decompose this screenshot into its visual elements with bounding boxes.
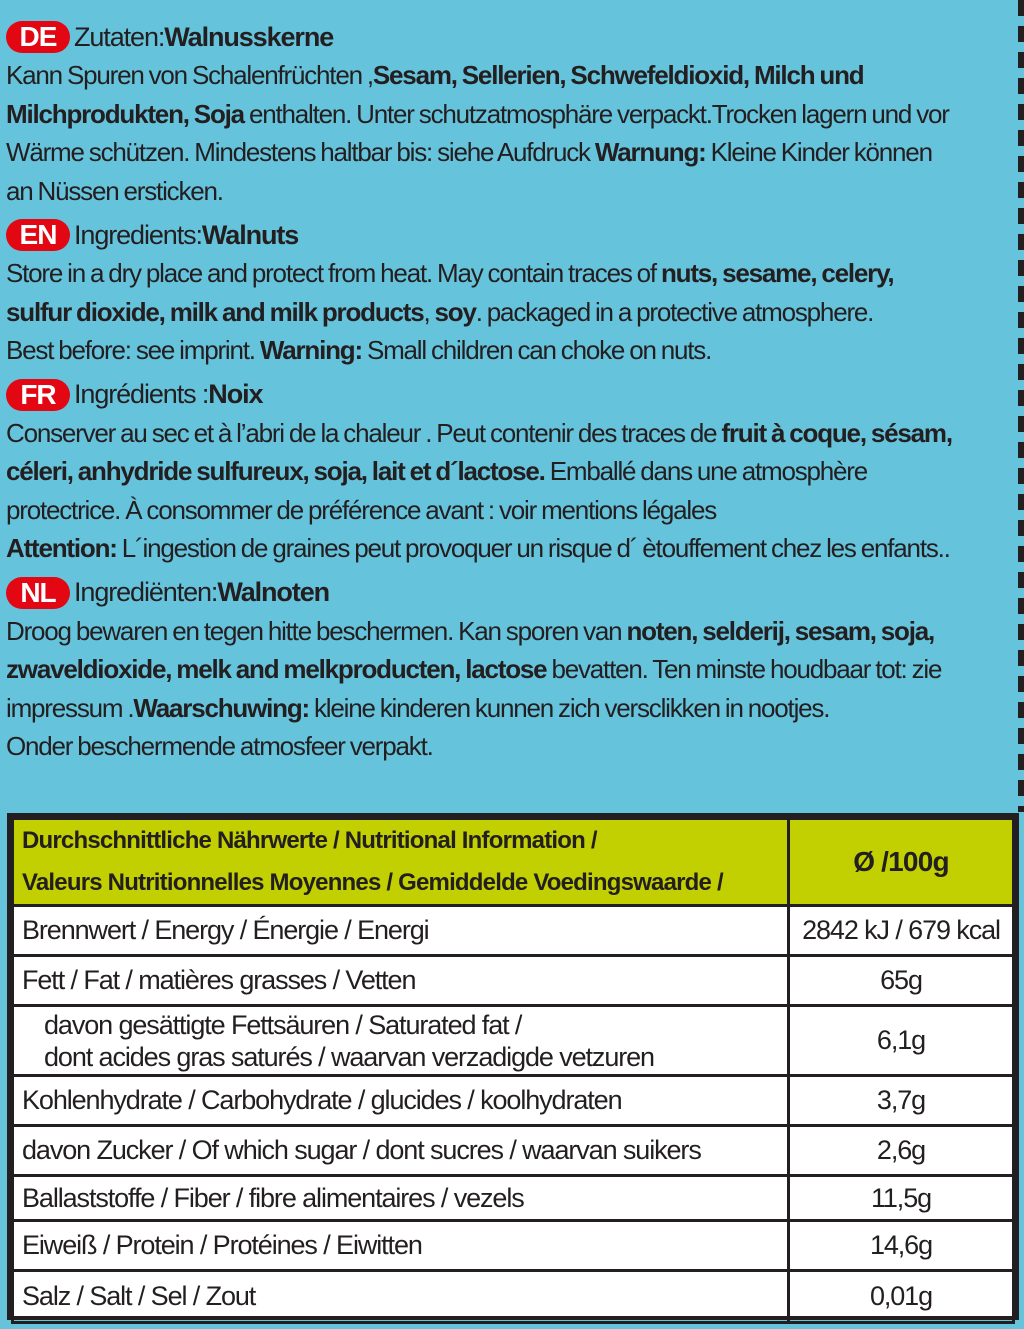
allergen-bold-text: Warning: [259, 335, 362, 365]
allergen-bold-text: Attention: [6, 533, 117, 563]
section-body [6, 414, 1016, 568]
nutrient-label: Ballaststoffe / Fiber / fibre alimentaires / vezels [13, 1176, 789, 1221]
text-line [6, 56, 1016, 95]
text-run: Droog bewaren en tegen hitte beschermen. Kan sporen van [6, 615, 627, 646]
text-run: L´ingestion de graines peut provoquer un risque d´ ètouffement chez les enfants.. [116, 533, 950, 563]
language-badge-fr: FR [6, 379, 70, 411]
text-run: Kann Spuren von Schalenfrüchten , [6, 60, 373, 90]
text-line [6, 529, 1016, 568]
text-line [6, 414, 1016, 453]
nutrient-label: Brennwert / Energy / Énergie / Energi [13, 906, 789, 956]
allergen-bold-text: soy [434, 296, 476, 327]
allergen-bold-text: Warnung: [594, 137, 706, 167]
section-title [6, 376, 1016, 414]
allergen-bold-text: sulfur dioxide, milk and milk products [6, 296, 424, 327]
text-line [6, 133, 1016, 172]
nutrition-row [13, 1271, 1014, 1323]
allergen-bold-text: Sesam, Sellerien, Schwefeldioxid, Milch und [372, 60, 864, 90]
ingredients-label: Ingrédients : [74, 379, 209, 409]
text-run: , [423, 296, 435, 327]
section-nl [6, 574, 1016, 766]
nutrient-value: 3,7g [789, 1076, 1014, 1126]
nutrient-value: 11,5g [789, 1176, 1014, 1221]
section-title [6, 18, 1016, 56]
allergen-bold-text: nuts, sesame, celery, [660, 258, 894, 288]
nutrition-row [13, 1126, 1014, 1176]
header-line-2: Valeurs Nutritionnelles Moyennes / Gemiddelde Voedingswaarde / [22, 869, 723, 896]
nutrition-row [13, 1076, 1014, 1126]
nutrient-value: 2,6g [789, 1126, 1014, 1176]
nutrient-value: 2842 kJ / 679 kcal [789, 906, 1014, 956]
section-en [6, 216, 1016, 370]
ingredients-label: Ingrediënten: [74, 577, 218, 607]
text-line [6, 172, 1016, 211]
nutrition-table [7, 813, 1019, 1320]
nutrient-value: 14,6g [789, 1221, 1014, 1271]
allergen-bold-text: Milchprodukten, Soja [6, 98, 244, 129]
ingredients-label: Ingredients: [74, 219, 202, 250]
text-run: Conserver au sec et à l’abri de la chaleur . Peut contenir des traces de [6, 417, 722, 448]
section-title [6, 216, 1016, 254]
text-run: Emballé dans une atmosphère [544, 456, 868, 486]
nutrient-label: Fett / Fat / matières grasses / Vetten [13, 956, 789, 1006]
text-run: kleine kinderen kunnen zich versclikken in nootjes. [308, 692, 830, 723]
nutrition-header-row [13, 819, 1014, 906]
nutrition-row [13, 1006, 1014, 1076]
text-run: . packaged in a protective atmosphere. [475, 296, 874, 327]
text-line [6, 612, 1016, 651]
product-name: Noix [208, 379, 263, 409]
text-line [6, 293, 1016, 332]
language-badge-de: DE [6, 21, 70, 53]
product-name: Walnusskerne [164, 21, 334, 52]
allergen-bold-text: zwaveldioxide, melk and melkproducten, lactose [6, 654, 547, 684]
nutrient-label: Eiweiß / Protein / Protéines / Eiwitten [13, 1221, 789, 1271]
nutrient-label: davon Zucker / Of which sugar / dont sucres / waarvan suikers [13, 1126, 789, 1176]
language-badge-nl: NL [6, 577, 70, 609]
nutrient-label: davon gesättigte Fettsäuren / Saturated fat / dont acides gras saturés / waarvan verzadigde vetzuren [13, 1006, 789, 1076]
language-badge-en: EN [6, 219, 70, 251]
nutrition-row [13, 1176, 1014, 1221]
section-title [6, 574, 1016, 612]
ingredients-text-area [6, 18, 1016, 772]
text-line [6, 727, 1016, 766]
section-fr [6, 376, 1016, 568]
allergen-bold-text: noten, selderij, sesam, soja, [626, 615, 935, 646]
product-name: Walnoten [217, 577, 330, 607]
nutrient-value: 65g [789, 956, 1014, 1006]
perforation-line [1018, 0, 1024, 812]
text-line [6, 491, 1016, 530]
allergen-bold-text: fruit à coque, sésam, [721, 417, 952, 448]
allergen-bold-text: Waarschuwing: [133, 692, 309, 723]
text-run: Onder beschermende atmosfeer verpakt. [6, 731, 433, 761]
section-body [6, 56, 1016, 210]
nutrition-header-label [13, 819, 789, 906]
text-line [6, 689, 1016, 728]
header-line-1: Durchschnittliche Nährwerte / Nutritional Information / [22, 827, 597, 854]
nutrition-row [13, 1221, 1014, 1271]
nutrient-value: 0,01g [789, 1271, 1014, 1323]
text-run: bevatten. Ten minste houdbaar tot: zie [546, 654, 942, 684]
text-run: Kleine Kinder können [705, 137, 932, 167]
section-de [6, 18, 1016, 210]
nutrition-row [13, 906, 1014, 956]
nutrient-label: Salz / Salt / Sel / Zout [13, 1271, 789, 1323]
text-line [6, 452, 1016, 491]
nutrient-label: Kohlenhydrate / Carbohydrate / glucides / koolhydraten [13, 1076, 789, 1126]
text-run: Best before: see imprint. [6, 335, 260, 365]
text-run: an Nüssen ersticken. [6, 175, 223, 206]
nutrition-header-value: Ø /100g [789, 819, 1014, 906]
nutrition-row [13, 956, 1014, 1006]
text-run: Wärme schützen. Mindestens haltbar bis: siehe Aufdruck [6, 137, 595, 167]
text-line [6, 331, 1016, 370]
section-body [6, 612, 1016, 766]
section-body [6, 254, 1016, 370]
text-run: Store in a dry place and protect from heat. May contain traces of [6, 258, 661, 288]
nutrient-value: 6,1g [789, 1006, 1014, 1076]
allergen-bold-text: céleri, anhydride sulfureux, soja, lait et d´lactose. [6, 456, 545, 486]
text-line [6, 95, 1016, 134]
product-name: Walnuts [201, 219, 299, 250]
text-line [6, 254, 1016, 293]
ingredients-label: Zutaten: [74, 21, 165, 52]
text-line [6, 650, 1016, 689]
text-run: impressum . [6, 692, 134, 723]
text-run: Small children can choke on nuts. [361, 335, 712, 365]
text-run: protectrice. À consommer de préférence avant : voir mentions légales [6, 494, 717, 525]
text-run: enthalten. Unter schutzatmosphäre verpackt.Trocken lagern und vor [243, 98, 949, 129]
